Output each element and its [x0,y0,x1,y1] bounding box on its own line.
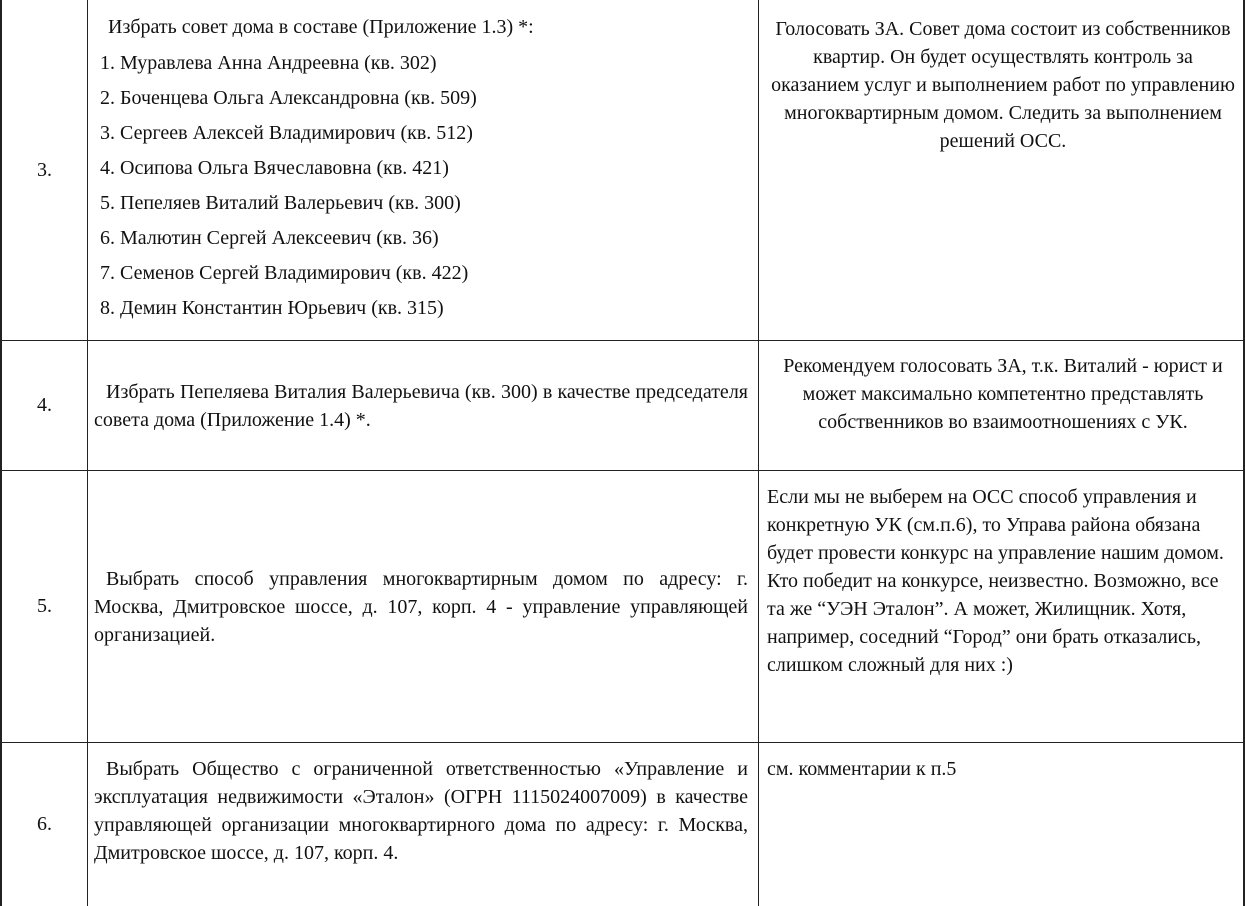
recommendation-text: см. комментарии к п.5 [767,758,957,780]
item-recommendation [759,341,1245,470]
list-item: 7. Семенов Сергей Владимирович (кв. 422) [100,262,469,284]
table-row [2,340,1245,470]
table-row [2,470,1245,742]
list-item: 8. Демин Константин Юрьевич (кв. 315) [100,297,444,319]
item-number: 3. [2,0,88,340]
list-item: 2. Боченцева Ольга Александровна (кв. 509) [100,87,477,109]
council-heading: Избрать совет дома в составе (Приложение 1.3) *: [108,16,534,38]
list-item: 6. Малютин Сергей Алексеевич (кв. 36) [100,227,439,249]
item-recommendation [759,0,1245,340]
list-item: 4. Осипова Ольга Вячеславовна (кв. 421) [100,157,449,179]
table-row [2,742,1245,906]
list-item: 3. Сергеев Алексей Владимирович (кв. 512) [100,122,473,144]
resolution-text: Выбрать способ управления многоквартирным домом по адресу: г. Москва, Дмитровское шоссе, д. 107, корп. 4 - управление управляющей организацией. [94,567,748,646]
item-recommendation [759,471,1245,742]
recommendation-text: Рекомендуем голосовать ЗА, т.к. Виталий - юрист и может максимально компетентно представлять собственников во взаимоотношениях с УК. [783,355,1223,433]
resolution-text: Выбрать Общество с ограниченной ответственностью «Управление и эксплуатация недвижимости «Эталон» (ОГРН 1115024007009) в качестве управляющей организации многоквартирного дома по адресу: г. Москва, Дмитровское шоссе, д. 107, корп. 4. [94,758,748,864]
item-text [88,743,759,906]
item-text [88,471,759,742]
recommendation-text: Если мы не выберем на ОСС способ управления и конкретную УК (см.п.6), то Управа района обязана будет провести конкурс на управление нашим домом. Кто победит на конкурсе, неизвестно. Возможно, все та же “УЭН Эталон”. А может, Жилищник. Хотя, например, соседний “Город” они брать отказались, слишком сложный для них :) [767,486,1224,676]
item-recommendation [759,743,1245,906]
recommendation-text: Голосовать ЗА. Совет дома состоит из собственников квартир. Он будет осуществлять контроль за оказанием услуг и выполнением работ по управлению многоквартирным домом. Следить за выполнением решений ОСС. [771,18,1235,152]
item-number: 5. [2,471,88,742]
list-item: 5. Пепеляев Виталий Валерьевич (кв. 300) [100,192,461,214]
list-item: 1. Муравлева Анна Андреевна (кв. 302) [100,52,437,74]
item-text [88,0,759,340]
resolution-text: Избрать Пепеляева Виталия Валерьевича (кв. 300) в качестве председателя совета дома (Приложение 1.4) *. [94,380,748,431]
item-text [88,341,759,470]
table-row [2,0,1245,340]
item-number: 6. [2,743,88,906]
item-number: 4. [2,341,88,470]
